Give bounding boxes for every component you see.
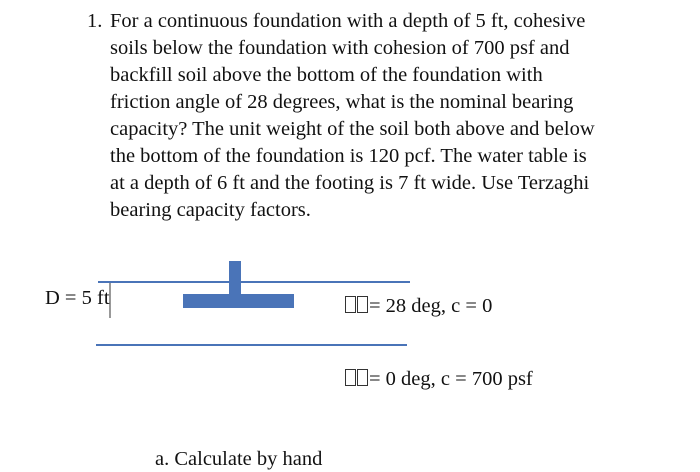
question-line-5: capacity? The unit weight of the soil both above and below <box>110 118 595 140</box>
upper-soil-label: = 28 deg, c = 0 <box>369 295 493 317</box>
depth-label: D = 5 ft <box>45 287 110 309</box>
missing-glyph-icon <box>345 369 356 386</box>
question-line-3: backfill soil above the bottom of the foundation with <box>110 64 543 86</box>
footing-base <box>183 294 294 308</box>
question-line-2: soils below the foundation with cohesion of 700 psf and <box>110 37 570 59</box>
missing-glyph-icon <box>357 296 368 313</box>
footing-column <box>229 261 241 297</box>
missing-glyph-icon <box>345 296 356 313</box>
question-line-7: at a depth of 6 ft and the footing is 7 ft wide. Use Terzaghi <box>110 172 590 194</box>
part-a-instruction: a. Calculate by hand <box>155 448 323 470</box>
lower-soil-properties <box>345 368 533 391</box>
question-line-6: the bottom of the foundation is 120 pcf. The water table is <box>110 145 587 167</box>
question-line-1: 1. For a continuous foundation with a depth of 5 ft, cohesive <box>87 8 677 35</box>
upper-soil-properties <box>345 295 492 318</box>
question-line-4: friction angle of 28 degrees, what is the nominal bearing <box>110 91 574 113</box>
missing-glyph-icon <box>357 369 368 386</box>
question-line-8: bearing capacity factors. <box>110 199 311 221</box>
lower-soil-label: = 0 deg, c = 700 psf <box>369 368 533 390</box>
question-number: 1. <box>87 10 103 32</box>
